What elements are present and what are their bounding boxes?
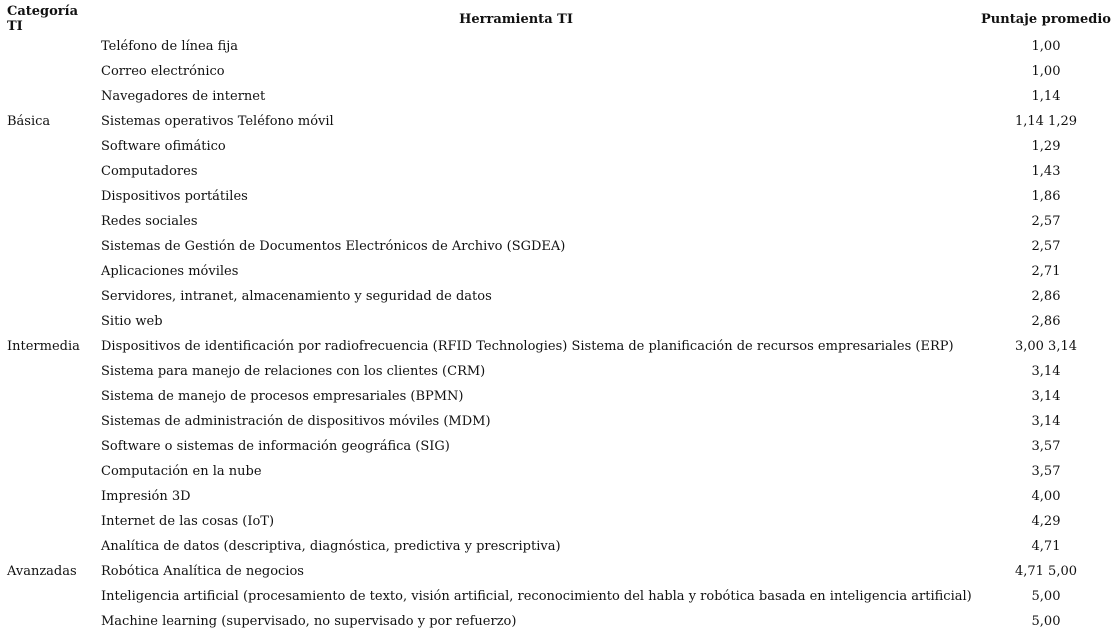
row-score: 3,00 3,14: [1014, 339, 1078, 354]
row-score: 3,57: [1031, 439, 1061, 454]
row-category: Avanzadas: [7, 564, 77, 579]
row-category: [0, 259, 96, 284]
row-tool: Aplicaciones móviles: [101, 264, 239, 279]
table-row: [0, 184, 1116, 209]
row-tool: Internet de las cosas (IoT): [101, 514, 275, 529]
header-score: Puntaje promedio: [981, 11, 1111, 27]
row-tool: Sistemas operativos Teléfono móvil: [101, 114, 334, 129]
row-score: 2,71: [1031, 264, 1061, 279]
row-tool: Robótica Analítica de negocios: [101, 564, 304, 579]
it-tools-table: [0, 4, 1116, 634]
row-category: [0, 459, 96, 484]
table-row: [0, 459, 1116, 484]
table-row: [0, 484, 1116, 509]
row-tool: Servidores, intranet, almacenamiento y seguridad de datos: [101, 289, 492, 304]
row-score: 3,14: [1031, 389, 1061, 404]
table-body: [0, 34, 1116, 634]
row-category: [0, 284, 96, 309]
row-tool: Correo electrónico: [101, 64, 225, 79]
row-tool: Inteligencia artificial (procesamiento de texto, visión artificial, reconocimiento del habla y robótica basada en inteligencia artificial): [101, 589, 972, 604]
row-score: 1,00: [1031, 39, 1061, 54]
row-category: [0, 609, 96, 634]
row-score: 3,14: [1031, 414, 1061, 429]
row-category: [0, 584, 96, 609]
row-score: 5,00: [1031, 589, 1061, 604]
row-category: [0, 159, 96, 184]
row-tool: Teléfono de línea fija: [101, 39, 239, 54]
table-row: [0, 334, 1116, 359]
table-row: [0, 209, 1116, 234]
row-score: 4,29: [1031, 514, 1061, 529]
table-row: [0, 59, 1116, 84]
row-category: [0, 59, 96, 84]
table-row: [0, 134, 1116, 159]
row-category: [0, 234, 96, 259]
row-category: [0, 484, 96, 509]
table-row: [0, 434, 1116, 459]
row-score: 1,29: [1031, 139, 1061, 154]
row-score: 3,57: [1031, 464, 1061, 479]
row-score: 2,86: [1031, 289, 1061, 304]
table-row: [0, 284, 1116, 309]
table-row: [0, 309, 1116, 334]
row-category: [0, 209, 96, 234]
row-category: [0, 184, 96, 209]
table-row: [0, 34, 1116, 59]
row-category: Intermedia: [7, 339, 80, 354]
row-tool: Impresión 3D: [101, 489, 191, 504]
row-tool: Redes sociales: [101, 214, 198, 229]
row-category: [0, 534, 96, 559]
row-category: [0, 409, 96, 434]
row-score: 2,57: [1031, 239, 1061, 254]
table-row: [0, 84, 1116, 109]
row-tool: Software o sistemas de información geográfica (SIG): [101, 439, 450, 454]
table-header: [0, 4, 1116, 34]
row-score: 4,71: [1031, 539, 1061, 554]
row-score: 1,00: [1031, 64, 1061, 79]
table-row: [0, 384, 1116, 409]
row-category: [0, 434, 96, 459]
row-tool: Computadores: [101, 164, 198, 179]
table-row: [0, 359, 1116, 384]
row-score: 5,00: [1031, 614, 1061, 629]
row-tool: Sistemas de administración de dispositivos móviles (MDM): [101, 414, 491, 429]
table-row: [0, 584, 1116, 609]
row-score: 3,14: [1031, 364, 1061, 379]
row-tool: Sitio web: [101, 314, 163, 329]
row-score: 4,71 5,00: [1014, 564, 1078, 579]
row-category: [0, 134, 96, 159]
row-category: [0, 309, 96, 334]
row-tool: Software ofimático: [101, 139, 226, 154]
header-row: [0, 4, 1116, 34]
table-row: [0, 159, 1116, 184]
table-row: [0, 509, 1116, 534]
row-category: [0, 34, 96, 59]
row-tool: Sistema de manejo de procesos empresariales (BPMN): [101, 389, 464, 404]
row-tool: Analítica de datos (descriptiva, diagnóstica, predictiva y prescriptiva): [101, 539, 561, 554]
row-score: 1,14: [1031, 89, 1061, 104]
row-category: [0, 359, 96, 384]
row-score: 1,43: [1031, 164, 1061, 179]
row-category: [0, 509, 96, 534]
row-tool: Sistemas de Gestión de Documentos Electrónicos de Archivo (SGDEA): [101, 239, 566, 254]
table-row: [0, 534, 1116, 559]
table-row: [0, 259, 1116, 284]
row-score: 2,86: [1031, 314, 1061, 329]
row-tool: Sistema para manejo de relaciones con los clientes (CRM): [101, 364, 486, 379]
row-score: 1,14 1,29: [1014, 114, 1078, 129]
table-row: [0, 109, 1116, 134]
row-category: Básica: [7, 114, 51, 129]
table-row: [0, 234, 1116, 259]
row-score: 2,57: [1031, 214, 1061, 229]
row-tool: Dispositivos portátiles: [101, 189, 248, 204]
table-row: [0, 609, 1116, 634]
row-score: 1,86: [1031, 189, 1061, 204]
row-category: [0, 84, 96, 109]
row-category: [0, 384, 96, 409]
header-tool: Herramienta TI: [459, 11, 573, 27]
row-tool: Computación en la nube: [101, 464, 262, 479]
table-row: [0, 559, 1116, 584]
row-tool: Navegadores de internet: [101, 89, 266, 104]
header-category: Categoría TI: [7, 4, 79, 34]
table-row: [0, 409, 1116, 434]
row-tool: Machine learning (supervisado, no supervisado y por refuerzo): [101, 614, 517, 629]
row-tool: Dispositivos de identificación por radiofrecuencia (RFID Technologies) Sistema de planificación de recursos empresariales (ERP): [101, 339, 954, 354]
row-score: 4,00: [1031, 489, 1061, 504]
